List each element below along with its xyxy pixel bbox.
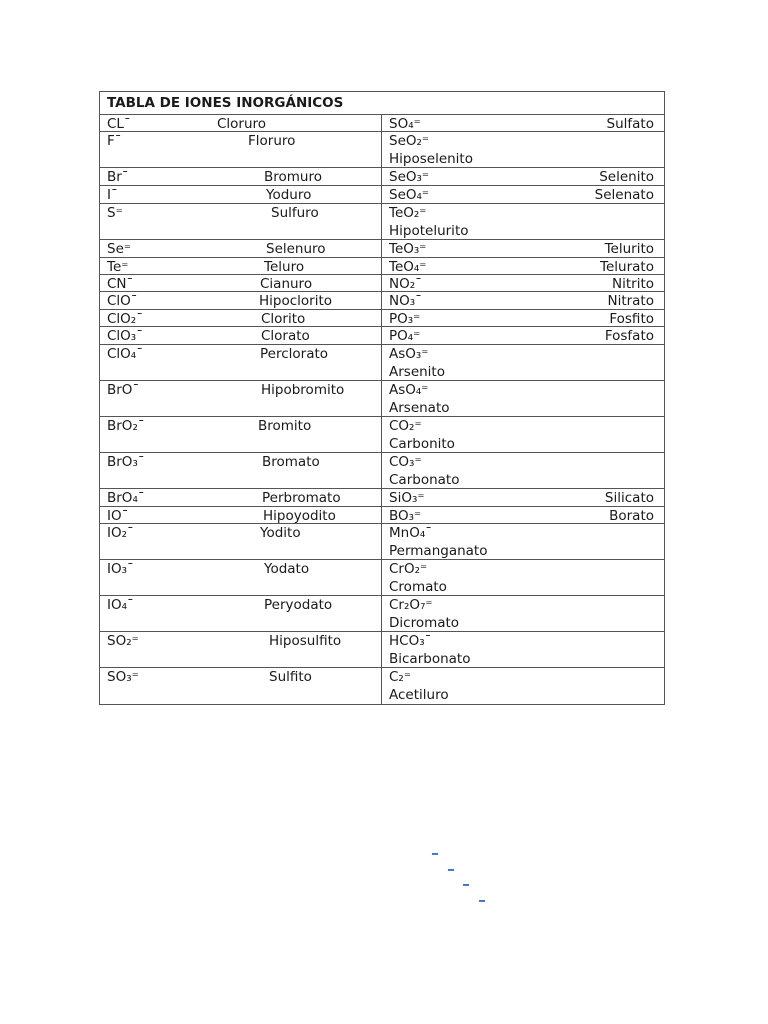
- right-ion-formula: SeO₂⁼: [389, 133, 430, 149]
- left-ion-formula: ClO₄¯: [107, 346, 143, 362]
- right-cell: [382, 310, 664, 327]
- left-ion-name: Bromito: [258, 418, 312, 434]
- left-cell: [100, 560, 382, 596]
- left-ion-formula: CN¯: [107, 276, 134, 292]
- left-ion-name: Cianuro: [260, 276, 313, 292]
- table-row: [100, 381, 664, 417]
- table-row: [100, 632, 664, 668]
- left-ion-name: Hiposulfito: [269, 633, 342, 649]
- left-ion-formula: IO₃¯: [107, 561, 134, 577]
- right-ion-name: Hipotelurito: [389, 223, 469, 239]
- left-cell: [100, 240, 382, 258]
- left-ion-name: Sulfuro: [271, 205, 319, 221]
- table-row: [100, 115, 664, 132]
- left-cell: [100, 524, 382, 560]
- left-ion-formula: Se⁼: [107, 241, 132, 257]
- table-row: [100, 310, 664, 327]
- left-ion-formula: S⁼: [107, 205, 123, 221]
- left-cell: [100, 204, 382, 240]
- left-ion-name: Teluro: [264, 259, 305, 275]
- left-ion-formula: IO¯: [107, 508, 129, 524]
- right-cell: [382, 204, 664, 240]
- right-ion-formula: BO₃⁼: [389, 508, 422, 524]
- left-cell: [100, 345, 382, 381]
- left-ion-formula: SO₂⁼: [107, 633, 139, 649]
- right-ion-name: Nitrito: [612, 276, 654, 292]
- right-ion-name: Telurato: [600, 259, 654, 275]
- right-cell: [382, 417, 664, 453]
- right-ion-formula: CO₂⁼: [389, 418, 422, 434]
- right-ion-formula: AsO₃⁼: [389, 346, 429, 362]
- right-ion-formula: HCO₃¯: [389, 633, 432, 649]
- right-ion-formula: TeO₂⁼: [389, 205, 427, 221]
- right-ion-formula: MnO₄¯: [389, 525, 432, 541]
- table-row: [100, 507, 664, 524]
- right-ion-name: Borato: [609, 508, 654, 524]
- right-ion-formula: NO₃¯: [389, 293, 422, 309]
- left-cell: [100, 668, 382, 704]
- left-cell: [100, 186, 382, 204]
- right-cell: [382, 292, 664, 310]
- right-ion-name: Arsenito: [389, 364, 445, 380]
- left-cell: [100, 310, 382, 327]
- right-ion-formula: PO₄⁼: [389, 328, 421, 344]
- left-ion-formula: BrO¯: [107, 382, 140, 398]
- right-ion-formula: SO₄⁼: [389, 116, 421, 132]
- ion-table: [99, 91, 665, 705]
- left-ion-name: Clorato: [261, 328, 310, 344]
- right-cell: [382, 453, 664, 489]
- footer-link[interactable]: _: [432, 841, 438, 855]
- right-ion-name: Selenito: [599, 169, 654, 185]
- right-ion-formula: SeO₄⁼: [389, 187, 430, 203]
- left-cell: [100, 632, 382, 668]
- table-row: [100, 132, 664, 168]
- right-cell: [382, 132, 664, 168]
- left-cell: [100, 453, 382, 489]
- left-ion-formula: IO₄¯: [107, 597, 134, 613]
- table-row: [100, 489, 664, 507]
- right-cell: [382, 507, 664, 524]
- left-ion-name: Cloruro: [217, 116, 267, 132]
- right-cell: [382, 115, 664, 132]
- left-cell: [100, 132, 382, 168]
- left-ion-formula: ClO¯: [107, 293, 138, 309]
- left-ion-name: Yodato: [264, 561, 310, 577]
- table-row: [100, 596, 664, 632]
- right-ion-name: Fosfato: [604, 328, 654, 344]
- right-cell: [382, 381, 664, 417]
- right-ion-formula: CO₃⁼: [389, 454, 422, 470]
- table-row: [100, 453, 664, 489]
- right-ion-name: Cromato: [389, 579, 447, 595]
- left-ion-formula: Br¯: [107, 169, 129, 185]
- right-ion-formula: NO₂¯: [389, 276, 422, 292]
- right-ion-name: Dicromato: [389, 615, 460, 631]
- left-cell: [100, 275, 382, 292]
- right-ion-name: Sulfato: [606, 116, 654, 132]
- table-row: [100, 168, 664, 186]
- left-cell: [100, 115, 382, 132]
- right-ion-formula: PO₃⁼: [389, 311, 421, 327]
- right-ion-name: Nitrato: [607, 293, 654, 309]
- table-row: [100, 327, 664, 345]
- right-ion-formula: Cr₂O₇⁼: [389, 597, 433, 613]
- left-ion-formula: I¯: [107, 187, 118, 203]
- table-row: [100, 240, 664, 258]
- right-ion-name: Carbonito: [389, 436, 455, 452]
- left-cell: [100, 596, 382, 632]
- right-cell: [382, 240, 664, 258]
- left-cell: [100, 489, 382, 507]
- left-cell: [100, 507, 382, 524]
- table-title: TABLA DE IONES INORGÁNICOS: [100, 92, 664, 115]
- table-row: [100, 345, 664, 381]
- left-ion-formula: BrO₄¯: [107, 490, 145, 506]
- right-cell: [382, 489, 664, 507]
- left-ion-formula: ClO₂¯: [107, 311, 143, 327]
- left-ion-name: Hipoyodito: [263, 508, 336, 524]
- left-ion-formula: CL¯: [107, 116, 131, 132]
- right-cell: [382, 596, 664, 632]
- footer-link[interactable]: _: [479, 888, 485, 902]
- left-ion-formula: Te⁼: [107, 259, 129, 275]
- table-row: [100, 275, 664, 292]
- right-ion-formula: SeO₃⁼: [389, 169, 430, 185]
- left-ion-name: Selenuro: [266, 241, 326, 257]
- right-cell: [382, 168, 664, 186]
- left-ion-name: Hipoclorito: [259, 293, 333, 309]
- right-cell: [382, 258, 664, 275]
- left-ion-name: Perbromato: [262, 490, 341, 506]
- table-row: [100, 524, 664, 560]
- right-ion-name: Arsenato: [389, 400, 450, 416]
- left-ion-name: Perclorato: [260, 346, 329, 362]
- right-ion-name: Hiposelenito: [389, 151, 473, 167]
- table-row: [100, 186, 664, 204]
- left-ion-formula: IO₂¯: [107, 525, 134, 541]
- right-ion-name: Acetiluro: [389, 687, 449, 703]
- right-cell: [382, 668, 664, 704]
- left-ion-name: Clorito: [261, 311, 306, 327]
- left-cell: [100, 327, 382, 345]
- right-cell: [382, 275, 664, 292]
- right-ion-name: Silicato: [604, 490, 654, 506]
- right-cell: [382, 632, 664, 668]
- left-ion-formula: BrO₃¯: [107, 454, 145, 470]
- table-row: [100, 668, 664, 704]
- right-ion-formula: TeO₄⁼: [389, 259, 427, 275]
- right-cell: [382, 560, 664, 596]
- left-ion-name: Sulfito: [269, 669, 312, 685]
- left-cell: [100, 168, 382, 186]
- left-ion-formula: ClO₃¯: [107, 328, 143, 344]
- footer-link[interactable]: _: [463, 872, 469, 886]
- table-row: [100, 258, 664, 275]
- right-cell: [382, 524, 664, 560]
- right-cell: [382, 186, 664, 204]
- right-cell: [382, 345, 664, 381]
- left-ion-name: Hipobromito: [261, 382, 345, 398]
- left-ion-formula: SO₃⁼: [107, 669, 139, 685]
- left-cell: [100, 381, 382, 417]
- right-ion-name: Permanganato: [389, 543, 488, 559]
- left-ion-name: Bromuro: [264, 169, 322, 185]
- footer-link[interactable]: _: [448, 857, 454, 871]
- table-row: [100, 204, 664, 240]
- left-ion-name: Floruro: [248, 133, 296, 149]
- right-ion-formula: C₂⁼: [389, 669, 411, 685]
- right-ion-name: Bicarbonato: [389, 651, 471, 667]
- left-ion-formula: BrO₂¯: [107, 418, 145, 434]
- left-cell: [100, 292, 382, 310]
- right-ion-formula: TeO₃⁼: [389, 241, 427, 257]
- left-ion-formula: F¯: [107, 133, 122, 149]
- left-ion-name: Yodito: [260, 525, 301, 541]
- right-ion-formula: SiO₃⁼: [389, 490, 425, 506]
- right-ion-name: Fosfito: [609, 311, 654, 327]
- table-row: [100, 292, 664, 310]
- right-ion-name: Selenato: [594, 187, 654, 203]
- table-row: [100, 417, 664, 453]
- left-ion-name: Bromato: [262, 454, 320, 470]
- left-ion-name: Peryodato: [264, 597, 333, 613]
- right-ion-formula: AsO₄⁼: [389, 382, 429, 398]
- right-ion-name: Telurito: [604, 241, 654, 257]
- left-cell: [100, 417, 382, 453]
- right-ion-formula: CrO₂⁼: [389, 561, 428, 577]
- table-row: [100, 560, 664, 596]
- left-ion-name: Yoduro: [266, 187, 312, 203]
- right-cell: [382, 327, 664, 345]
- left-cell: [100, 258, 382, 275]
- right-ion-name: Carbonato: [389, 472, 460, 488]
- table-body: [100, 115, 664, 704]
